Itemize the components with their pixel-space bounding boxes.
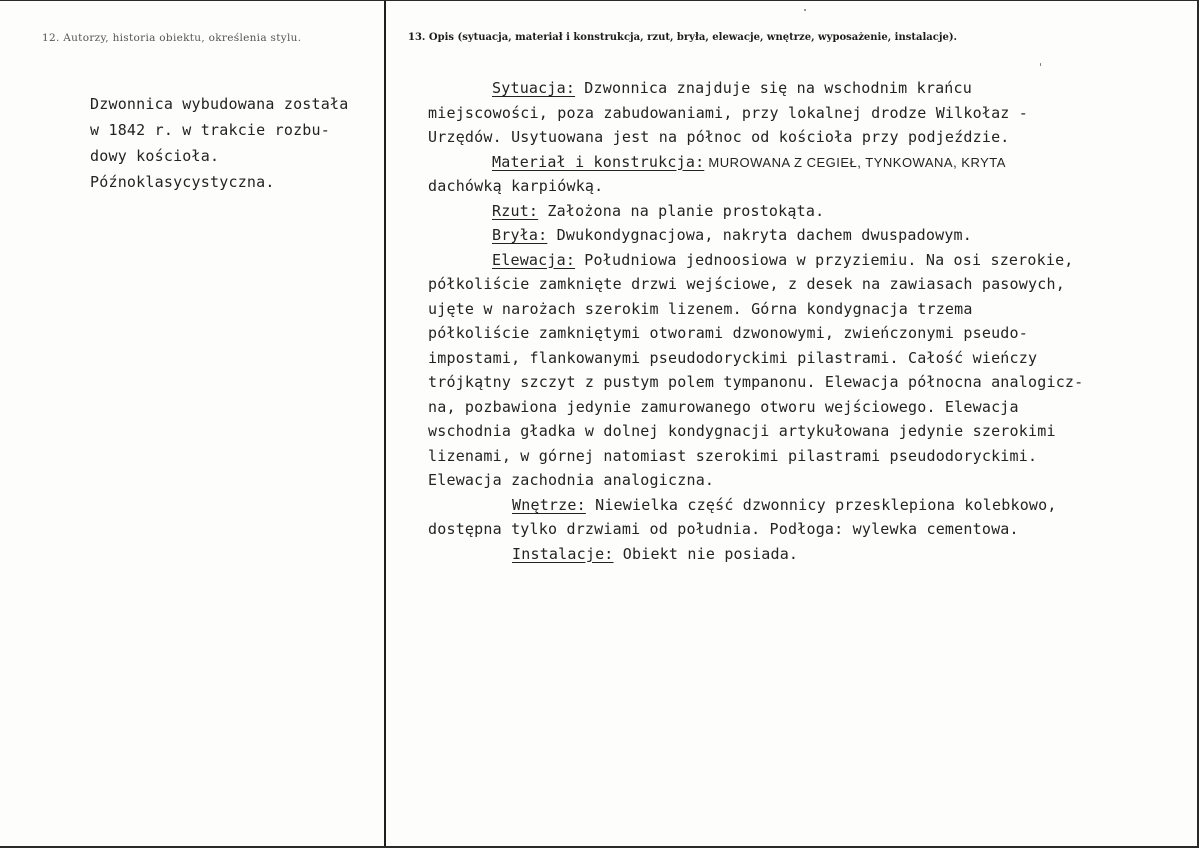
body-line: lizenami, w górnej natomiast szerokimi pilastrami pseudodoryckimi. xyxy=(428,446,1038,465)
body-line: miejscowości, poza zabudowaniami, przy lokalnej drodze Wilkołaz - xyxy=(428,103,1028,122)
wnetrze-text: Niewielka część dzwonnicy przesklepiona kolebkowo, xyxy=(585,495,1057,514)
material-label: Materiał i konstrukcja: xyxy=(492,152,705,171)
sytuacja-text: Dzwonnica znajduje się na wschodnim krańcu xyxy=(575,79,973,97)
bryla-text: Dwukondygnacjowa, nakryta dachem dwuspadowym. xyxy=(547,226,973,244)
rzut-line xyxy=(428,199,1148,224)
rzut-text: Założona na planie prostokąta. xyxy=(538,201,825,220)
body-line: półkoliście zamknięte drzwi wejściowe, z desek na zawiasach pasowych, xyxy=(428,275,1065,293)
elewacja-label: Elewacja: xyxy=(492,250,576,269)
left-line: w 1842 r. w trakcie rozbu- xyxy=(90,121,330,139)
bryla-label: Bryła: xyxy=(492,226,548,244)
body-line: ujęte w narożach szerokim lizenem. Górna kondygnacja trzema xyxy=(428,299,973,318)
body-line: półkoliście zamkniętymi otworami dzwonowymi, zwieńczonymi pseudo- xyxy=(428,324,1028,342)
rzut-label: Rzut: xyxy=(492,201,539,220)
material-line xyxy=(428,150,1148,175)
elewacja-line xyxy=(428,248,1148,273)
body-line: dostępna tylko drzwiami od południa. Podłoga: wylewka cementowa. xyxy=(428,520,1019,538)
authors-history-style-text xyxy=(90,91,348,195)
body-line: impostami, flankowanymi pseudodoryckimi pilastrami. Całość wieńczy xyxy=(428,348,1038,367)
paper-speck xyxy=(1040,63,1041,66)
wnetrze-line xyxy=(428,493,1148,518)
instalacje-line xyxy=(428,542,1148,567)
body-line: na, pozbawiona jedynie zamurowanego otworu wejściowego. Elewacja xyxy=(428,397,1019,416)
sytuacja-label: Sytuacja: xyxy=(492,79,576,97)
wnetrze-label: Wnętrze: xyxy=(512,495,586,514)
paper-speck xyxy=(804,9,806,11)
section-12-header: 12. Autorzy, historia obiektu, określenia stylu. xyxy=(42,32,302,44)
sytuacja-line xyxy=(428,76,1148,101)
left-line: Dzwonnica wybudowana została xyxy=(90,95,349,113)
body-line: wschodnia gładka w dolnej kondygnacji artykułowana jedynie szerokimi xyxy=(428,422,1056,440)
instalacje-text: Obiekt nie posiada. xyxy=(613,544,799,563)
instalacje-label: Instalacje: xyxy=(512,544,614,563)
body-line: dachówką karpiówką. xyxy=(428,177,604,195)
left-line: Późnoklasycystyczna. xyxy=(90,173,275,191)
body-line: Elewacja zachodnia analogiczna. xyxy=(428,471,715,489)
body-line: trójkątny szczyt z pustym polem tympanonu. Elewacja północna analogicz- xyxy=(428,373,1084,391)
left-line: dowy kościoła. xyxy=(90,147,220,165)
elewacja-text: Południowa jednoosiowa w przyziemiu. Na osi szerokie, xyxy=(575,250,1074,269)
section-13-header: 13. Opis (sytuacja, materiał i konstrukcja, rzut, bryła, elewacje, wnętrze, wyposażenie, instalacje). xyxy=(408,32,958,43)
body-line: Urzędów. Usytuowana jest na północ od kościoła przy podjeździe. xyxy=(428,128,1010,146)
bryla-line xyxy=(428,223,1148,248)
material-text: MUROWANA Z CEGIEŁ, TYNKOWANA, KRYTA xyxy=(704,154,1006,170)
description-text xyxy=(428,76,1148,566)
column-divider xyxy=(384,1,386,846)
